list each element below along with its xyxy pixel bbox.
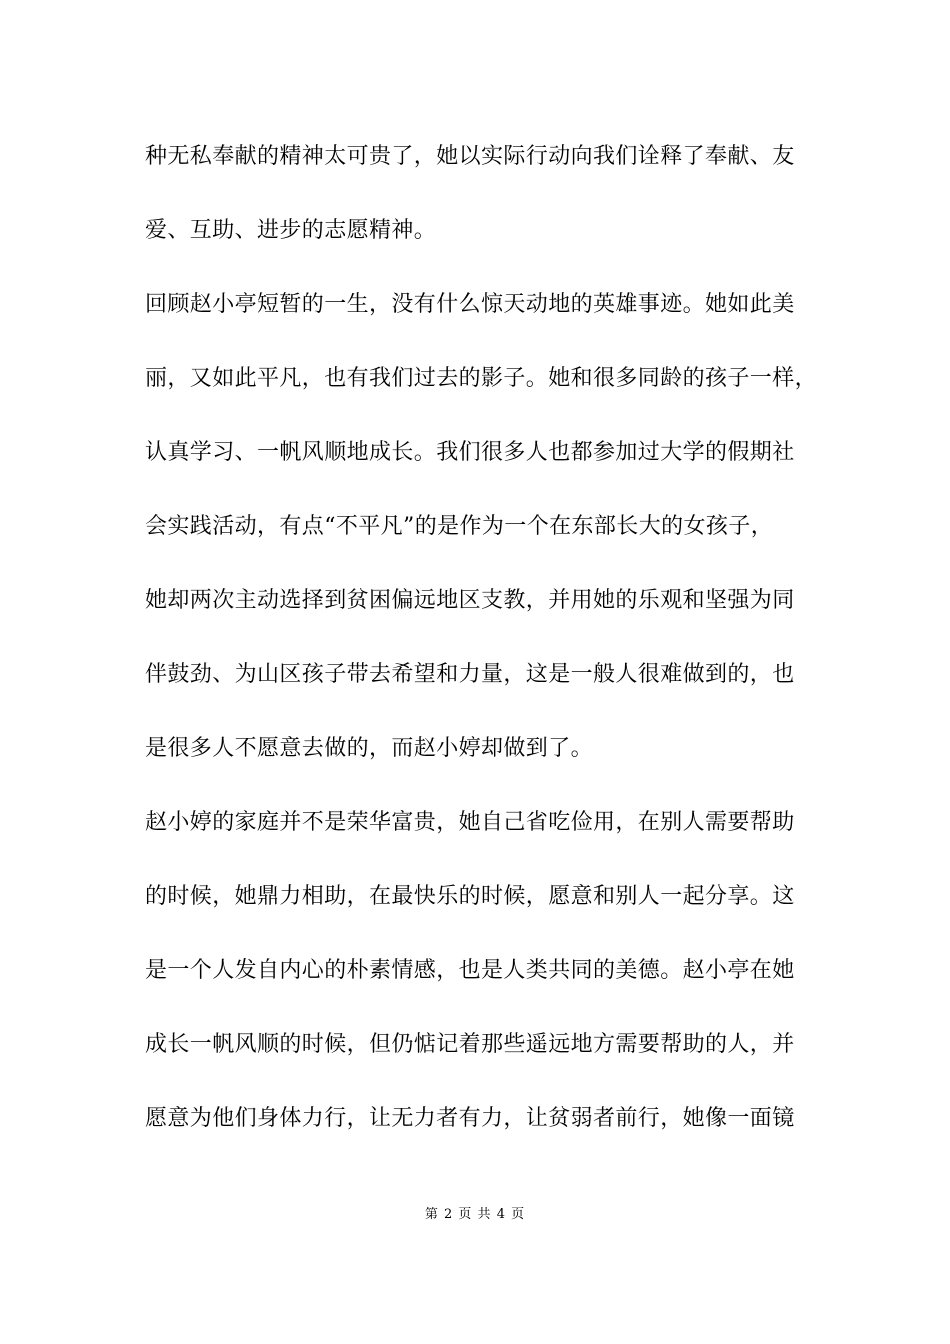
page-number-footer: 第 2 页 共 4 页 xyxy=(424,1207,526,1222)
text-line: 赵小婷的家庭并不是荣华富贵，她自己省吃俭用，在别人需要帮助 xyxy=(145,810,795,835)
text-line: 伴鼓劲、为山区孩子带去希望和力量，这是一般人很难做到的，也 xyxy=(145,662,795,687)
text-line: 回顾赵小亭短暂的一生，没有什么惊天动地的英雄事迹。她如此美 xyxy=(145,292,795,317)
text-line: 是一个人发自内心的朴素情感，也是人类共同的美德。赵小亭在她 xyxy=(145,958,795,983)
text-line: 会实践活动，有点“不平凡”的是作为一个在东部长大的女孩子， xyxy=(145,514,774,539)
text-line: 种无私奉献的精神太可贵了，她以实际行动向我们诠释了奉献、友 xyxy=(145,144,795,169)
text-line: 她却两次主动选择到贫困偏远地区支教，并用她的乐观和坚强为同 xyxy=(145,588,795,613)
text-line: 成长一帆风顺的时候，但仍惦记着那些遥远地方需要帮助的人，并 xyxy=(145,1032,795,1057)
text-line: 的时候，她鼎力相助，在最快乐的时候，愿意和别人一起分享。这 xyxy=(145,884,795,909)
text-line: 是很多人不愿意去做的，而赵小婷却做到了。 xyxy=(145,736,594,761)
text-line: 愿意为他们身体力行，让无力者有力，让贫弱者前行，她像一面镜 xyxy=(145,1106,795,1131)
text-line: 爱、互助、进步的志愿精神。 xyxy=(145,218,437,243)
text-line: 认真学习、一帆风顺地成长。我们很多人也都参加过大学的假期社 xyxy=(145,440,795,465)
text-line: 丽，又如此平凡，也有我们过去的影子。她和很多同龄的孩子一样， xyxy=(145,366,818,391)
